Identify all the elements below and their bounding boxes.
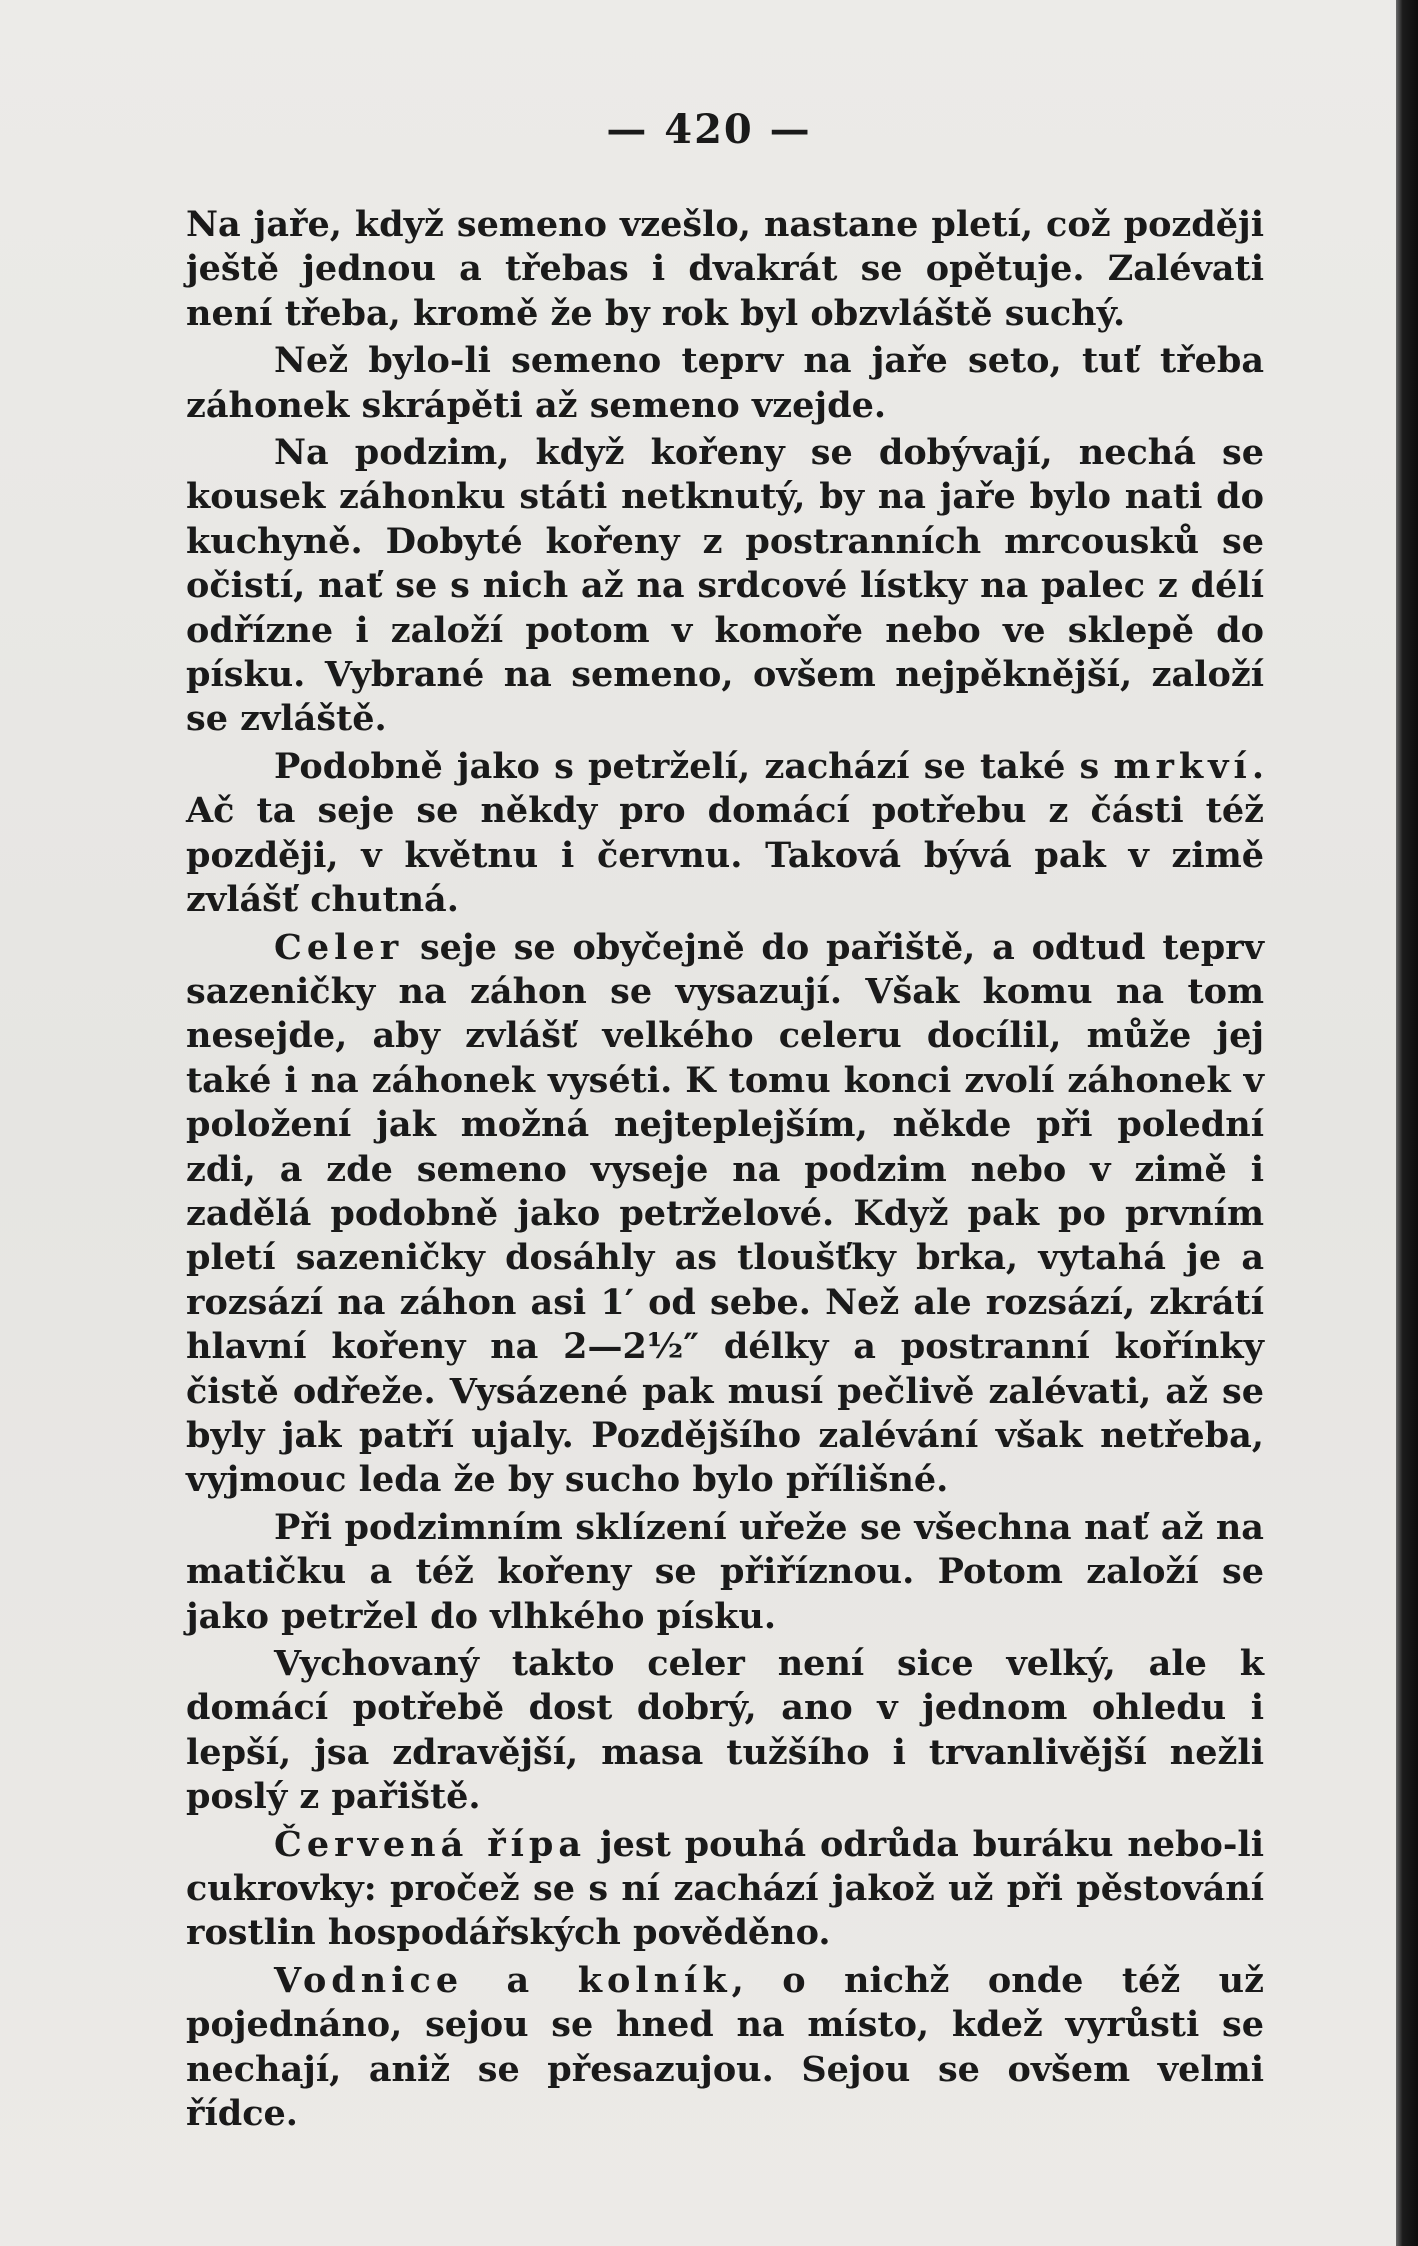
text-segment: Na jaře, když semeno vzešlo, nastane pletí, což později ještě jednou a třebas i dvakrát se opětuje. Zalévati není třeba, kromě že by rok byl obzvláště suchý. [186, 204, 1264, 334]
text-segment: Než bylo-li semeno teprv na jaře seto, tuť třeba záhonek skrápěti až semeno vzejde. [186, 340, 1264, 426]
paragraph [186, 1823, 1264, 1956]
page-number: — 420 — [606, 106, 812, 153]
text-segment: seje se obyčejně do pařiště, a odtud teprv sazeničky na záhon se vysazují. Však komu na tom nesejde, aby zvlášť velkého celeru docílil, může jej také i na záhonek vyséti. K tomu konci zvolí záhonek v položení jak možná nejteplejším, někde při polední zdi, a zde semeno vyseje na podzim nebo v zimě i zadělá podobně jako petrželové. Když pak po prvním pletí sazeničky dosáhly as tloušťky brka, vytahá je a rozsází na záhon asi 1′ od sebe. Než ale rozsází, zkrátí hlavní kořeny na 2—2½″ délky a postranní kořínky čistě odřeže. Vysázené pak musí pečlivě zalévati, až se byly jak patří ujaly. Pozdějšího zalévání však netřeba, vyjmouc leda že by sucho bylo přílišné. [186, 926, 1264, 1501]
text-segment: Při podzimním sklízení uřeže se všechna nať až na matičku a též kořeny se přiříznou. Potom založí se jako petržel do vlhkého písku. [186, 1506, 1264, 1637]
text-segment: jest pouhá odrůda buráku nebo-li cukrovky: pročež se s ní zachází jakož už při pěstování rostlin hospodářských pověděno. [186, 1823, 1264, 1954]
paragraph [186, 339, 1264, 428]
emphasized-term: Vodnice a kolník [274, 1959, 732, 2001]
text-segment: Vychovaný takto celer není sice velký, ale k domácí potřebě dost dobrý, ano v jednom ohledu i lepší, jsa zdravější, masa tužšího i trvanlivější nežli poslý z pařiště. [186, 1643, 1264, 1818]
paragraph [186, 926, 1264, 1503]
paragraph [186, 203, 1264, 336]
text-segment: Na podzim, když kořeny se dobývají, nechá se kousek záhonku státi netknutý, by na jaře bylo nati do kuchyně. Dobyté kořeny z postranních mrcousků se očistí, nať se s nich až na srdcové lístky na palec z délí odřízne i založí potom v komoře nebo ve sklepě do písku. Vybrané na semeno, ovšem nejpěknější, založí se zvláště. [186, 432, 1264, 740]
paragraph [186, 1506, 1264, 1639]
page-body-text [186, 203, 1264, 2139]
emphasized-term: mrkví [1113, 745, 1252, 787]
emphasized-term: Červená řípa [274, 1823, 587, 1865]
text-segment: , o nichž onde též už pojednáno, sejou se hned na místo, kdež vyrůsti se nechají, aniž se přesazujou. Sejou se ovšem velmi řídce. [186, 1959, 1265, 2135]
paragraph [186, 1642, 1264, 1820]
paragraph [186, 745, 1264, 923]
emphasized-term: Celer [274, 926, 404, 968]
paragraph [186, 431, 1264, 742]
paragraph [186, 1959, 1264, 2137]
text-segment: . Ač ta seje se někdy pro domácí potřebu z části též později, v květnu i červnu. Taková bývá pak v zimě zvlášť chutná. [186, 745, 1264, 921]
text-segment: Podobně jako s petrželí, zachází se také s [274, 745, 1114, 787]
page-binding-edge [1396, 0, 1418, 2246]
